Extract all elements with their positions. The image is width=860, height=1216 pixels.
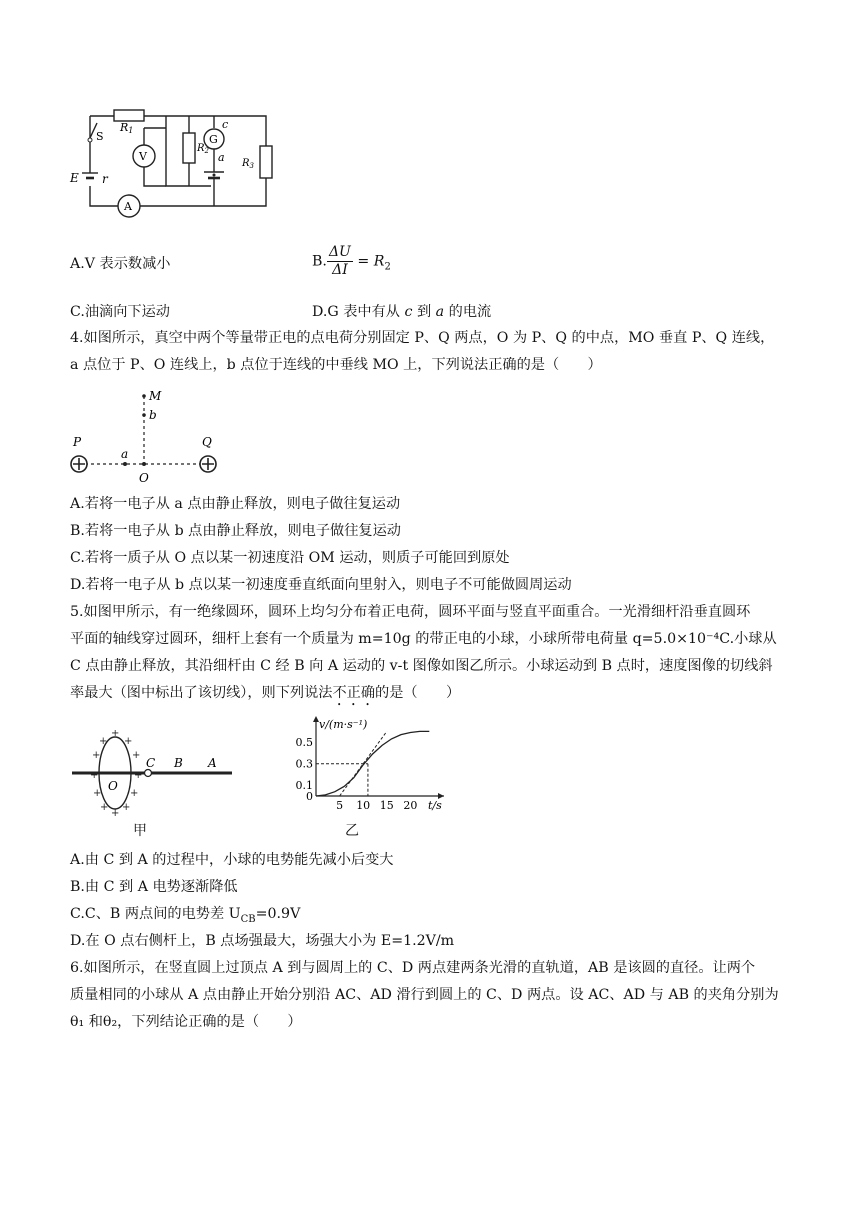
q5-option-b: B.由 C 到 A 电势逐渐降低: [70, 879, 238, 895]
point-a-label-fig: A: [208, 756, 217, 770]
svg-text:+: +: [99, 736, 108, 747]
x-axis-label: t/s: [428, 799, 442, 812]
point-c-label: C: [146, 756, 156, 770]
point-p-label: P: [73, 435, 82, 449]
voltmeter-label: V: [139, 150, 147, 163]
ring-center-label: O: [108, 779, 118, 793]
y-axis-label: v/(m·s⁻¹): [319, 718, 368, 731]
q4-stem-line1: 4.如图所示，真空中两个等量带正电的点电荷分别固定 P、Q 两点，O 为 P、Q 的中点，MO 垂直 P、Q 连线，: [70, 330, 775, 346]
terminal-a-label: a: [218, 151, 225, 164]
point-b-label-fig: B: [174, 756, 183, 770]
switch-label: S: [96, 130, 104, 143]
y-tick-label: 0.3: [295, 757, 313, 771]
q5-stem-line1: 5.如图甲所示，有一绝缘圆环，圆环上均匀分布着正电荷，圆环平面与竖直平面重合。一光滑细杆沿垂直圆环: [70, 604, 751, 620]
svg-text:+: +: [111, 808, 120, 816]
q3-option-b: B. $\frac{\Delta U}{\Delta I}$ = $R_2$: [312, 244, 391, 278]
q5-stem-line3: C 点由静止释放，其沿细杆由 C 经 B 向 A 运动的 v-t 图像如图乙所示。小球运动到 B 点时，速度图像的切线斜: [70, 658, 773, 674]
charges-figure: [66, 388, 226, 488]
r2-label: $R_2$: [197, 143, 209, 155]
vt-chart: [286, 712, 452, 816]
y-tick-label: 0.5: [295, 736, 313, 750]
point-b-label: b: [149, 408, 157, 422]
y-tick-label: 0: [306, 790, 313, 803]
svg-text:+: +: [124, 736, 133, 747]
point-a-label: a: [121, 447, 129, 461]
q5-option-d: D.在 O 点右侧杆上，B 点场强最大，场强大小为 E=1.2V/m: [70, 933, 455, 949]
q3-option-a: A.V 表示数减小: [70, 256, 171, 272]
terminal-c-label: c: [222, 118, 229, 131]
r3-label: $R_3$: [242, 158, 254, 170]
x-tick-label: 15: [379, 799, 394, 812]
q4-option-c: C.若将一质子从 O 点以某一初速度沿 OM 运动，则质子可能回到原处: [70, 550, 510, 566]
svg-text:+: +: [132, 750, 141, 761]
emphasis-not-correct: 不正确: [332, 685, 376, 701]
fig-jia-caption: 甲: [133, 823, 147, 839]
circuit-figure: [66, 98, 278, 218]
q5-stem-line2: 平面的轴线穿过圆环，细杆上套有一个质量为 m=10g 的带正电的小球，小球所带电荷量 q=5.0×10⁻⁴C.小球从: [70, 631, 777, 647]
fig-yi-caption: 乙: [345, 823, 359, 839]
x-tick-label: 20: [403, 799, 418, 812]
y-tick-label: 0.1: [295, 779, 313, 793]
q4-stem-line2: a 点位于 P、O 连线上，b 点位于连线的中垂线 MO 上，下列说法正确的是（ ）: [70, 357, 602, 373]
internal-resistance-label: r: [102, 172, 108, 186]
q6-stem-line1: 6.如图所示，在竖直圆上过顶点 A 到与圆周上的 C、D 两点建两条光滑的直轨道，AB 是该圆的直径。让两个: [70, 960, 756, 976]
point-q-label: Q: [202, 435, 212, 449]
q5-option-a: A.由 C 到 A 的过程中，小球的电势能先减小后变大: [70, 852, 394, 868]
q5-stem-line4: 率最大（图中标出了该切线），则下列说法不正确的是（ ）: [70, 685, 461, 701]
r1-label: R1: [120, 121, 134, 135]
q3-option-c: C.油滴向下运动: [70, 304, 170, 320]
q3-option-d: D.G 表中有从 c 到 a 的电流: [312, 304, 492, 320]
ammeter-label: A: [124, 200, 132, 213]
q5-option-c: C.C、B 两点间的电势差 $U_{CB}=0.9V$: [70, 906, 301, 925]
q4-option-a: A.若将一电子从 a 点由静止释放，则电子做往复运动: [70, 496, 401, 512]
q6-stem-line2: 质量相同的小球从 A 点由静止开始分别沿 AC、AD 滑行到圆上的 C、D 两点。设 AC、AD 与 AB 的夹角分别为: [70, 987, 779, 1003]
svg-text:+: +: [134, 770, 143, 781]
svg-text:+: +: [122, 802, 131, 813]
charge-q: [200, 456, 216, 472]
x-tick-label: 10: [356, 799, 371, 812]
charge-p: [71, 456, 87, 472]
point-o-label: O: [139, 471, 149, 485]
svg-text:+: +: [92, 750, 101, 761]
delta-fraction: $\frac{\Delta U}{\Delta I}$: [328, 244, 351, 278]
svg-text:+: +: [93, 788, 102, 799]
ring-figure: [70, 730, 238, 816]
svg-text:+: +: [90, 770, 99, 781]
svg-text:+: +: [111, 730, 120, 739]
q4-option-d: D.若将一电子从 b 点以某一初速度垂直纸面向里射入，则电子不可能做圆周运动: [70, 577, 572, 593]
galvanometer-label: G: [209, 133, 218, 146]
svg-text:+: +: [100, 802, 109, 813]
q6-stem-line3: θ₁ 和θ₂，下列结论正确的是（ ）: [70, 1014, 302, 1030]
point-m-label: M: [149, 389, 162, 403]
emf-label: E: [70, 171, 79, 185]
x-tick-label: 5: [336, 799, 344, 812]
q4-option-b: B.若将一电子从 b 点由静止释放，则电子做往复运动: [70, 523, 401, 539]
svg-text:+: +: [130, 788, 139, 799]
